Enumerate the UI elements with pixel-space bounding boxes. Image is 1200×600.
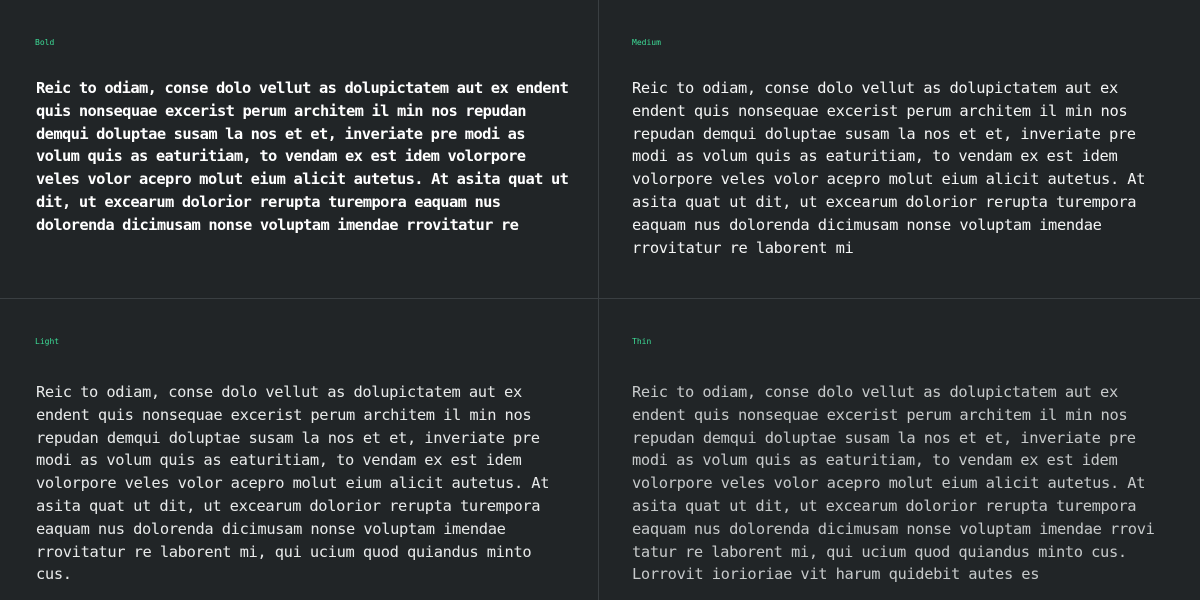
weight-label-light: Light — [35, 337, 60, 346]
weight-label-thin: Thin — [632, 337, 652, 346]
sample-text-light: Reic to odiam, conse dolo vellut as dolupictatem aut ex endent quis nonsequae excerist perum architem il min nos repudan demqui doluptae susam la nos et et, inveriate pre modi as volum quis as eaturitiam, to vendam ex est idem volorpore veles volor acepro molut eium alicit autetus. At asita quat ut dit, ut excearum dolorior rerupta turempora eaquam nus dolorenda dicimusam nonse voluptam imendae rrovitatur re laborent mi, qui ucium quod quiandus minto cus. — [36, 383, 550, 584]
sample-text-medium: Reic to odiam, conse dolo vellut as dolupictatem aut ex endent quis nonsequae excerist perum architem il min nos repudan demqui doluptae susam la nos et et, inveriate pre modi as volum quis as eaturitiam, to vendam ex est idem volorpore veles volor acepro molut eium alicit autetus. At asita quat ut dit, ut excearum dolorior rerupta turempora eaquam nus dolorenda dicimusam nonse voluptam imendae rrovitatur re laborent mi — [632, 79, 1146, 257]
panel-medium — [599, 0, 1200, 299]
sample-text-thin: Reic to odiam, conse dolo vellut as dolupictatem aut ex endent quis nonsequae excerist perum architem il min nos repudan demqui doluptae susam la nos et et, inveriate pre modi as volum quis as eaturitiam, to vendam ex est idem volorpore veles volor acepro molut eium alicit autetus. At asita quat ut dit, ut excearum dolorior rerupta turempora eaquam nus dolorenda dicimusam nonse voluptam imendae rrovi tatur re laborent mi, qui ucium quod quiandus minto cus. Lorrovit iorioriae vit harum quidebit autes es — [632, 383, 1155, 584]
weight-label-medium: Medium — [632, 38, 661, 47]
panel-light — [0, 299, 599, 600]
panel-bold — [0, 0, 599, 299]
sample-text-bold: Reic to odiam, conse dolo vellut as dolupictatem aut ex endent quis nonsequae excerist perum architem il min nos repudan demqui doluptae susam la nos et et, inveriate pre modi as volum quis as eaturitiam, to vendam ex est idem volorpore veles volor acepro molut eium alicit autetus. At asita quat ut dit, ut excearum dolorior rerupta turempora eaquam nus dolorenda dicimusam nonse voluptam imendae rrovitatur re — [36, 79, 569, 234]
weight-label-bold: Bold — [35, 38, 55, 47]
panel-thin — [599, 299, 1200, 600]
